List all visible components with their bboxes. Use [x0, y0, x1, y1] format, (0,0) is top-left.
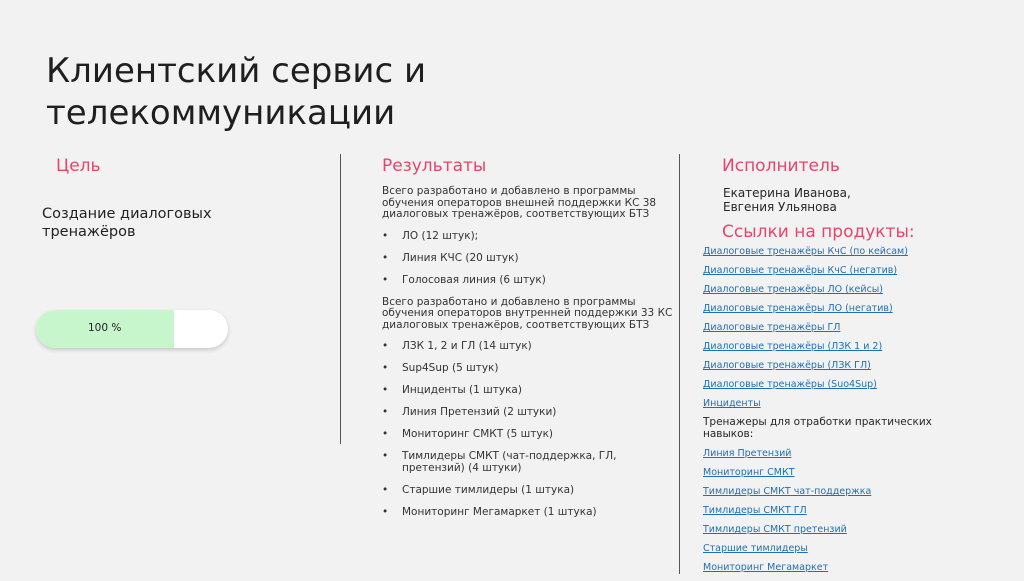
product-link[interactable]: Линия Претензий	[703, 448, 792, 459]
product-link[interactable]: Диалоговые тренажёры ЛО (негатив)	[703, 303, 893, 314]
result-item-text: Sup4Sup (5 штук)	[402, 362, 499, 374]
result-list-item	[382, 341, 674, 353]
product-link[interactable]: Мониторинг Мегамаркет	[703, 562, 829, 573]
result-item-text: Тимлидеры СМКТ (чат-поддержка, ГЛ, претензий) (4 штуки)	[402, 450, 617, 474]
result-list-item	[382, 231, 674, 243]
progress-label: 100 %	[88, 322, 122, 334]
product-link[interactable]: Тимлидеры СМКТ претензий	[703, 524, 847, 535]
results-paragraph-external: Всего разработано и добавлено в программы обучения операторов внешней поддержки КС 38 диалоговых тренажёров, соответствующих БТЗ	[382, 185, 657, 220]
result-list-item	[382, 363, 674, 375]
result-item-text: Линия КЧС (20 штук)	[402, 251, 519, 264]
product-link[interactable]: Тимлидеры СМКТ ГЛ	[703, 505, 807, 516]
result-item-text: ЛЗК 1, 2 и ГЛ (14 штук)	[402, 340, 532, 352]
result-list-item	[382, 385, 674, 397]
column-divider-1	[340, 154, 341, 444]
bullet-icon: •	[382, 273, 389, 286]
result-item-text: Голосовая линия (6 штук)	[402, 273, 546, 286]
executor-names: Екатерина Иванова, Евгения Ульянова	[723, 186, 851, 214]
result-item-text: Линия Претензий (2 штуки)	[402, 406, 557, 418]
links-heading: Ссылки на продукты:	[722, 222, 915, 242]
bullet-icon: •	[382, 251, 389, 264]
bullet-icon: •	[382, 505, 389, 518]
product-link[interactable]: Инциденты	[703, 398, 761, 409]
result-list-item	[382, 253, 674, 265]
slide-title: Клиентский сервис и телекоммуникации	[46, 51, 427, 133]
result-item-text: Мониторинг СМКТ (5 штук)	[402, 428, 554, 440]
product-link[interactable]: Старшие тимлидеры	[703, 543, 808, 554]
bullet-icon: •	[382, 384, 389, 396]
links-subheading: Тренажеры для отработки практических навыков:	[703, 416, 932, 440]
result-list-item	[382, 485, 674, 497]
results-section	[382, 186, 674, 529]
goal-heading: Цель	[56, 156, 101, 176]
results-list-internal	[382, 341, 674, 518]
bullet-icon: •	[382, 229, 389, 242]
goal-text: Создание диалоговых тренажёров	[42, 206, 212, 240]
result-item-text: Инциденты (1 штука)	[402, 384, 522, 396]
bullet-icon: •	[382, 362, 389, 374]
results-paragraph-internal: Всего разработано и добавлено в программы обучения операторов внутренней поддержки 33 КС диалоговых тренажёров, соответствующих БТЗ	[382, 295, 673, 331]
result-list-item	[382, 275, 674, 287]
product-link[interactable]: Мониторинг СМКТ	[703, 467, 795, 478]
result-item-text: ЛО (12 штук);	[402, 229, 479, 242]
bullet-icon: •	[382, 428, 389, 440]
progress-bar	[36, 310, 228, 348]
product-link[interactable]: Тимлидеры СМКТ чат-поддержка	[703, 486, 872, 497]
result-item-text: Мониторинг Мегамаркет (1 штука)	[402, 505, 597, 518]
executor-heading: Исполнитель	[722, 156, 840, 176]
product-link[interactable]: Диалоговые тренажёры (ЛЗК ГЛ)	[703, 360, 871, 371]
result-list-item	[382, 451, 674, 474]
result-list-item	[382, 429, 674, 441]
result-list-item	[382, 407, 674, 419]
bullet-icon: •	[382, 483, 389, 496]
product-link[interactable]: Диалоговые тренажёры КчС (негатив)	[703, 265, 898, 276]
bullet-icon: •	[382, 340, 389, 352]
product-link[interactable]: Диалоговые тренажёры (ЛЗК 1 и 2)	[703, 341, 883, 352]
product-link[interactable]: Диалоговые тренажёры ГЛ	[703, 322, 841, 333]
result-item-text: Старшие тимлидеры (1 штука)	[402, 483, 575, 496]
column-divider-2	[679, 154, 680, 574]
results-heading: Результаты	[382, 156, 487, 176]
bullet-icon: •	[382, 450, 389, 462]
product-link[interactable]: Диалоговые тренажёры (Suo4Sup)	[703, 379, 877, 390]
bullet-icon: •	[382, 406, 389, 418]
product-link[interactable]: Диалоговые тренажёры ЛО (кейсы)	[703, 284, 883, 295]
result-list-item	[382, 507, 674, 519]
results-list-external	[382, 231, 674, 287]
product-link[interactable]: Диалоговые тренажёры КчС (по кейсам)	[703, 246, 908, 257]
product-links	[703, 246, 1003, 581]
